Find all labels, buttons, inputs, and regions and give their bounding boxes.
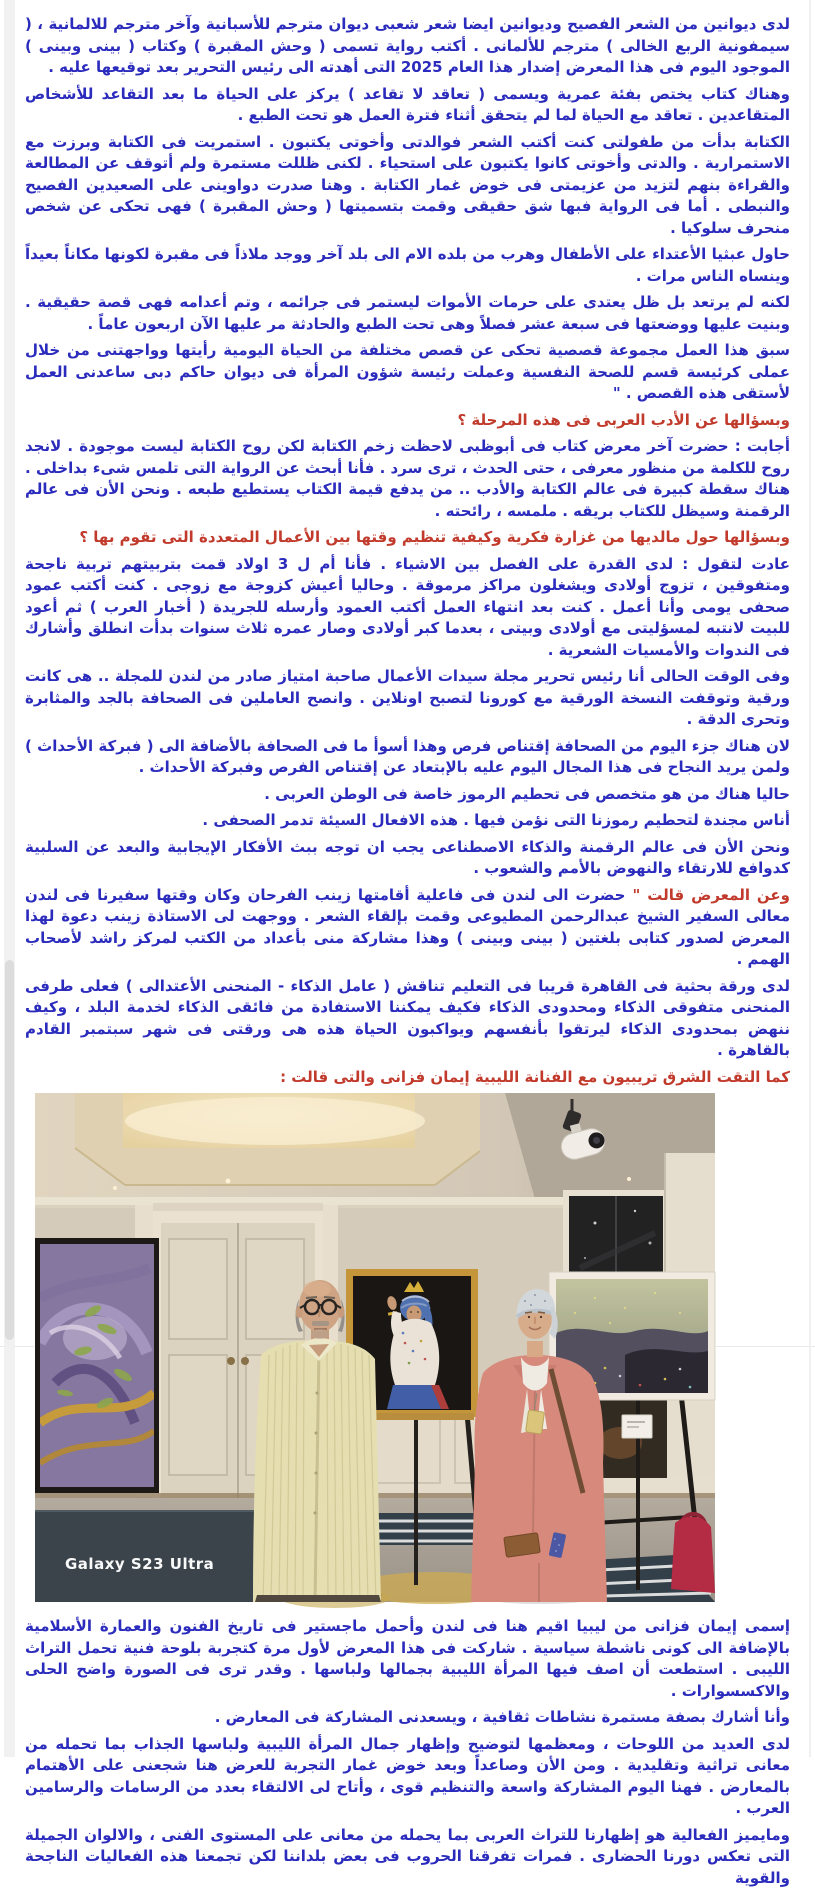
paragraph: حاول عبثيا الأعتداء على الأطفال وهرب من بلده الام الى بلد آخر ووجد ملاذاً فى مقبرة لكونها مكاناً بعيداً وينساه الناس مرات . bbox=[25, 244, 790, 287]
section-heading: كما التقت الشرق تريبيون مع الفنانة الليبية إيمان فزانى والتى قالت : bbox=[25, 1067, 790, 1089]
paragraph: أجابت : حضرت آخر معرض كتاب فى أبوظبى لاحظت زخم الكتابة لكن روح الكتابة ليست موجودة . لانجد روح للكلمة من منظور معرفى ، حتى الحدث ، ترى سرد . فأنا أبحث عن الرواية التى تلمس شىء بداخلى . هناك سقطة كبيرة فى عالم الكتابة والأدب .. من يدفع قيمة الكتاب يستطيع طبعه . ونحن الأن فى عالم الرقمنة وسيظل للكتاب بريقه . ملمسه ، رائحته . bbox=[25, 436, 790, 522]
exhibition-photo[interactable] bbox=[35, 1093, 715, 1602]
section-heading: وبسؤالها حول مالديها من غزارة فكرية وكيفية تنظيم وقتها بين الأعمال المتعددة التى تقوم بها ؟ bbox=[25, 527, 790, 549]
page-break-line bbox=[716, 1346, 815, 1347]
paragraph: وعن المعرض قالت " حضرت الى لندن فى فاعلية أقامتها زينب الفرحان وكان وقتها سفيرنا فى لندن معالى السفير الشيخ عبدالرحمن المطيوعى وقمت بإلقاء الشعر . ووجهت لى الاستاذة زينب دعوة لهذا المعرض لصدور كتابى بلغتين ( بينى وبينى ) وهذا مشاركة منى بأعداد من الكتب لمركز راشد لأصحاب الهمم . bbox=[25, 885, 790, 971]
paragraph: عادت لتقول : لدى القدرة على الفصل بين الاشياء . فأنا أم ل 3 اولاد قمت بتربيتهم تربية ناجحة ومتفوقين ، تزوج أولادى ويشغلون مراكز مرموقة . وحاليا أعيش كزوجة مع زوجى . كنت أكتب عمود صحفى يومى وأنا أعمل . كنت بعد انتهاء العمل أكتب العمود وأرسله للجريدة ( أخبار العرب ) ثم أعود للبيت لانتبه لمسؤليتى مع أولادى وبيتى ، بعدما كبر أولادى وصار عمره ثلاث سنوات بدأت انطلق وأشارك فى الندوات والأمسيات الشعرية . bbox=[25, 554, 790, 662]
paragraph: وهناك كتاب يختص بفئة عمرية ويسمى ( تعاقد لا تقاعد ) يركز على الحياة ما بعد التقاعد للأشخاص المتقاعدين . تعاقد مع الحياة لما لم يتحقق أثناء فترة العمل هو تحت الطبع . bbox=[25, 84, 790, 127]
paragraph: لدى ديوانين من الشعر الفصيح وديوانين ايضا شعر شعبى ديوان مترجم للأسبانية وآخر مترجم للالمانية ، ( سيمفونية الربع الخالى ) مترجم للألمانى . أكتب رواية تسمى ( وحش المقبرة ) وكتاب ( بينى وبينى ) الموجود اليوم فى هذا المعرض إضدار هذا العام 2025 التى أهدته الى رئيس التحرير بعد توقيعها عليه . bbox=[25, 14, 790, 79]
article-section-bottom bbox=[25, 1616, 790, 1889]
page-edge bbox=[809, 0, 811, 1757]
paragraph: سبق هذا العمل مجموعة قصصية تحكى عن قصص مختلفة من الحياة اليومية رأيتها وواجهتنى من خلال عملى كرئيسة قسم للصحة النفسية وعملت رئيسة شؤون المرأة فى ديوان حاكم دبى ساعدنى العمل لأستقى هذه القصص . " bbox=[25, 340, 790, 405]
section-heading: وبسؤالها عن الأدب العربى فى هذه المرحلة ؟ bbox=[25, 410, 790, 432]
paragraph: لان هناك جزء اليوم من الصحافة إقتناص فرص وهذا أسوأ ما فى الصحافة بالأضافة الى ( فبركة الأحداث ) ولمن يريد النجاح فى هذا المجال اليوم عليه بالإبتعاد عن إقتناص الفرص وفبركة الأحداث . bbox=[25, 736, 790, 779]
paragraph: الكتابة بدأت من طفولتى كنت أكتب الشعر فوالدتى وأخوتى يكتبون . استمريت فى الكتابة وبرزت مع الاستمرارية . والدتى وأخوتى كانوا يكتبون على استحياء . لكنى ظللت مستمرة ولم أتوقف عن المطالعة والقراءة بنهم لتزيد من عزيمتى فى خوض غمار الكتابة . وهنا صدرت دواوينى على الصعيدين الفصيح والنبطى . أما فى الرواية فبها شق حقيقى وقمت بتسميتها ( وحش المقبرة ) فهى تحكى عن شخص منحرف سلوكيا . bbox=[25, 132, 790, 240]
paragraph: وأنا أشارك بصفة مستمرة نشاطات ثقافية ، ويسعدنى المشاركة فى المعارض . bbox=[25, 1707, 790, 1729]
paragraph: لدى العديد من اللوحات ، ومعظمها لتوضيح وإظهار جمال المرأة الليبية ولباسها الجذاب بما تحمله من معانى تراثية وتقليدية . ومن الأن وصاعداً وبعد خوض غمار التجربة للعرض هنا شجعنى على الأهتمام بالمعارض . فهنا اليوم المشاركة واسعة والتنظيم قوى ، وأتاح لى الالتقاء بعدد من الرسامات والرسامين العرب . bbox=[25, 1734, 790, 1820]
paragraph: حاليا هناك من هو متخصص فى تحطيم الرموز خاصة فى الوطن العربى . bbox=[25, 784, 790, 806]
scrollbar-track[interactable] bbox=[4, 0, 15, 1757]
paragraph: وفى الوقت الحالى أنا رئيس تحرير مجلة سيدات الأعمال صاحبة امتياز صادر من لندن للمجلة .. هى كانت ورقية وتوقفت النسخة الورقية مع كورونا لتصبح اونلاين . وانصح العاملين فى الصحافة بالجد والمثابرة وتحرى الدقة . bbox=[25, 666, 790, 731]
inline-section-heading: وعن المعرض قالت " bbox=[632, 886, 790, 904]
paragraph: لكنه لم يرتعد بل ظل يعتدى على حرمات الأموات ليستمر فى جرائمه ، وتم أعدامه فهى قصة حقيقية . وبنيت عليها ووضعتها فى سبعة عشر فصلاً وهى تحت الطبع والحادثة مر عليها الآن اربعون عاماً . bbox=[25, 292, 790, 335]
paragraph: ونحن الأن فى عالم الرقمنة والذكاء الاصطناعى يجب ان توجه ببث الأفكار الإيجابية والبعد عن السلبية كدوافع للارتقاء والنهوض بالأمم والشعوب . bbox=[25, 837, 790, 880]
article-section-top bbox=[25, 14, 790, 1088]
scrollbar-thumb[interactable] bbox=[5, 960, 14, 1340]
exhibition-photo-image bbox=[35, 1093, 715, 1602]
watermark-label: Galaxy S23 Ultra bbox=[65, 1555, 214, 1573]
paragraph: إسمى إيمان فزانى من ليبيا اقيم هنا فى لندن وأحمل ماجستير فى تاريخ الفنون والعمارة الأسلامية بالإضافة الى كونى ناشطة سياسية . شاركت فى هذا المعرض لأول مرة كتجربة بلوحة فنية تحمل التراث الليبى . استطعت أن اصف فيها المرأة الليبية بجمالها ولباسها . وقدر ترى فى الصورة واضح الحلى والاكسسوارات . bbox=[25, 1616, 790, 1702]
paragraph: ومايميز الفعالية هو إظهارنا للتراث العربى بما يحمله من معانى على المستوى الفنى ، والالوان الجميلة التى تعكس دورنا الحضارى . فمرات تفرقنا الحروب فى بعض بلداننا لكن تجمعنا هذه الفعاليات الناجحة والقوية bbox=[25, 1825, 790, 1889]
paragraph: لدى ورقة بحثية فى القاهرة قريبا فى التعليم تناقش ( عامل الذكاء - المنحنى الأعتدالى ) فعلى طرفى المنحنى متفوقى الذكاء ومحدودى الذكاء فكيف يمكننا الاستفادة من فائقى الذكاء لخدمة البلد ، وكيف ننهض بمحدودى الذكاء ليرتقوا بأنفسهم ويواكبون الحياة هذه هى ورقتى فى شهر سبتمبر القادم بالقاهرة . bbox=[25, 976, 790, 1062]
paragraph: أناس مجندة لتحطيم رموزنا التى نؤمن فيها . هذه الافعال السيئة تدمر الصحفى . bbox=[25, 810, 790, 832]
